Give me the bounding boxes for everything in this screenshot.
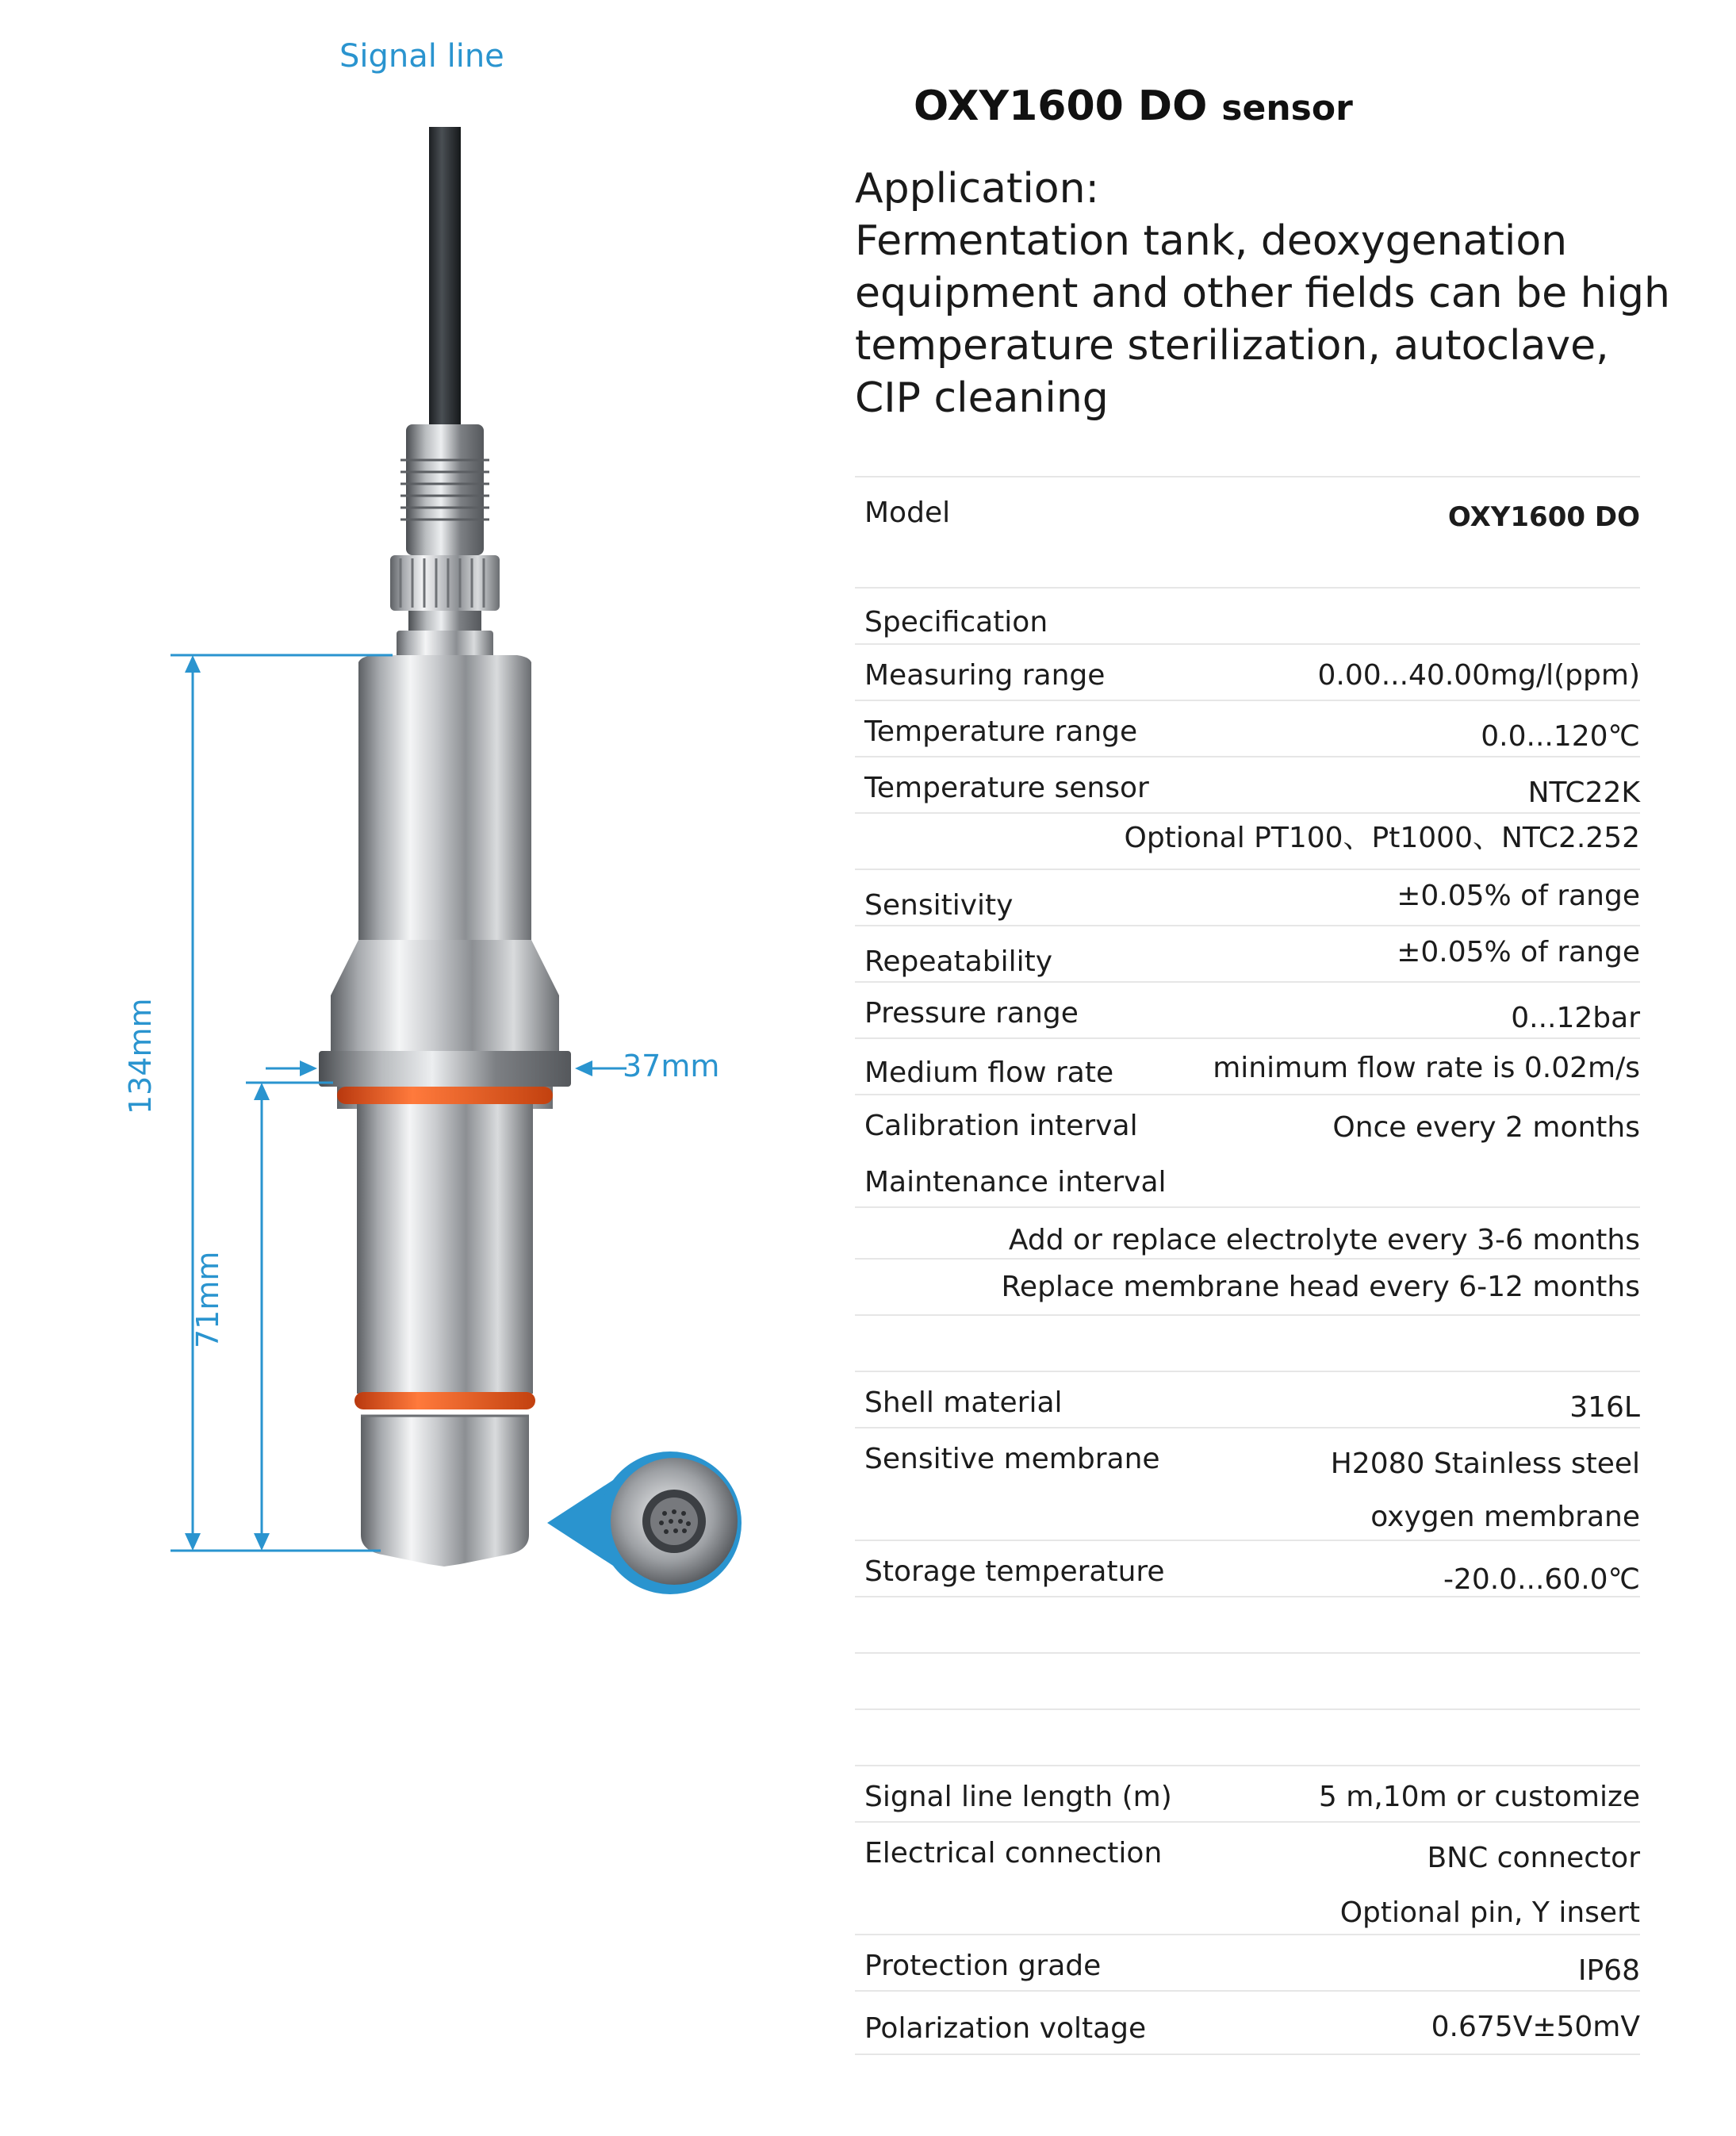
spec-row-measuring-range <box>855 643 1640 700</box>
spec-value: 0.00...40.00mg/l(ppm) <box>1317 659 1640 692</box>
sensor-drawing <box>0 0 833 2136</box>
application-heading: Application: <box>855 165 1100 213</box>
spec-label: Signal line length (m) <box>864 1781 1172 1813</box>
spec-label: Temperature sensor <box>864 772 1149 804</box>
spec-label: Calibration interval <box>864 1110 1138 1142</box>
spec-label: Storage temperature <box>864 1555 1165 1588</box>
spec-value: Optional pin, Y insert <box>1339 1896 1640 1929</box>
spec-row-temperature-sensor-optional <box>855 812 1640 869</box>
spec-row-maintenance-interval <box>855 1150 1640 1206</box>
spec-row-signal-line-length <box>855 1765 1640 1821</box>
application-line: temperature sterilization, autoclave, <box>855 322 1609 370</box>
spec-row-model <box>855 476 1640 587</box>
application-line: CIP cleaning <box>855 374 1109 422</box>
spec-label: Sensitive membrane <box>864 1443 1160 1475</box>
spec-row-electrical-connection-optional <box>855 1877 1640 1934</box>
spec-value: Replace membrane head every 6-12 months <box>1001 1271 1640 1303</box>
spec-row-spacer <box>855 1708 1640 1765</box>
spec-label: Maintenance interval <box>864 1166 1167 1198</box>
spec-label: Electrical connection <box>864 1837 1163 1869</box>
application-line: equipment and other fields can be high <box>855 270 1671 317</box>
spec-row-maintenance-line2 <box>855 1258 1640 1314</box>
dim-134-label: 134mm <box>123 998 158 1114</box>
spec-label: Measuring range <box>864 659 1106 692</box>
spec-row-protection-grade <box>855 1934 1640 1990</box>
spec-label: Medium flow rate <box>864 1056 1114 1089</box>
spec-table <box>855 476 1640 2055</box>
spec-row-sensitive-membrane <box>855 1427 1640 1483</box>
product-model: OXY1600 DO <box>914 82 1208 130</box>
spec-row-spacer <box>855 1314 1640 1371</box>
spec-row-storage-temperature <box>855 1540 1640 1596</box>
spec-row-calibration-interval <box>855 1094 1640 1150</box>
spec-value: NTC22K <box>1527 777 1640 809</box>
spec-value: Add or replace electrolyte every 3-6 months <box>1008 1224 1640 1256</box>
spec-label: Sensitivity <box>864 889 1014 922</box>
dim-71-label: 71mm <box>190 1251 225 1348</box>
spec-value: 0...12bar <box>1511 1002 1640 1034</box>
spec-value: 0.675V±50mV <box>1431 2011 1640 2043</box>
spec-value: IP68 <box>1577 1954 1640 1987</box>
spec-label: Polarization voltage <box>864 2012 1147 2045</box>
tip-membrane-inner <box>650 1498 698 1545</box>
spec-row-sensitive-membrane-2 <box>855 1483 1640 1540</box>
spec-row-medium-flow-rate <box>855 1037 1640 1094</box>
spec-label: Temperature range <box>864 715 1138 748</box>
spec-section-heading: Specification <box>864 606 1048 638</box>
spec-value: ±0.05% of range <box>1397 880 1640 912</box>
spec-value: H2080 Stainless steel <box>1330 1448 1640 1480</box>
upper-oring <box>337 1087 553 1104</box>
spec-value: OXY1600 DO <box>1447 501 1640 533</box>
spec-value: minimum flow rate is 0.02m/s <box>1213 1052 1640 1084</box>
body-flare <box>331 940 559 995</box>
spec-value: 316L <box>1569 1391 1640 1424</box>
spec-label: Repeatability <box>864 945 1053 978</box>
spec-label: Shell material <box>864 1386 1063 1419</box>
spec-row-shell-material <box>855 1371 1640 1427</box>
flange-lower <box>319 1051 571 1087</box>
lower-body <box>357 1104 533 1394</box>
spec-value: 0.0...120℃ <box>1481 720 1640 753</box>
spec-value: 5 m,10m or customize <box>1318 1781 1640 1813</box>
spec-label: Pressure range <box>864 997 1079 1030</box>
spec-row-specification <box>855 587 1640 643</box>
signal-cable <box>429 127 461 428</box>
spec-value: ±0.05% of range <box>1397 936 1640 968</box>
spec-row-spacer <box>855 1596 1640 1652</box>
flange <box>331 995 559 1051</box>
application-line: Fermentation tank, deoxygenation <box>855 217 1568 265</box>
application-block <box>855 163 1705 424</box>
spec-row-polarization-voltage <box>855 1990 1640 2054</box>
spec-row-repeatability <box>855 925 1640 981</box>
dimension-71 <box>246 1083 333 1551</box>
spec-value: oxygen membrane <box>1370 1501 1640 1533</box>
product-title-suffix: sensor <box>1221 88 1353 128</box>
spec-label: Model <box>864 497 951 529</box>
spec-value: BNC connector <box>1427 1842 1640 1874</box>
spec-value: Optional PT100、Pt1000、NTC2.252 <box>1124 822 1640 854</box>
spec-value: Once every 2 months <box>1332 1111 1640 1144</box>
spec-label: Protection grade <box>864 1950 1102 1982</box>
lower-oring <box>354 1392 535 1409</box>
upper-body <box>358 655 531 940</box>
spec-row-sensitivity <box>855 869 1640 925</box>
spec-row-spacer <box>855 1652 1640 1708</box>
spec-row-maintenance-line1 <box>855 1206 1640 1258</box>
table-bottom-rule <box>855 2054 1640 2055</box>
spec-row-pressure-range <box>855 981 1640 1037</box>
connector-nut <box>406 424 484 555</box>
membrane-head <box>361 1416 529 1567</box>
dim-37-label: 37mm <box>623 1049 720 1083</box>
spec-value: -20.0...60.0℃ <box>1443 1563 1640 1596</box>
spec-row-temperature-range <box>855 700 1640 756</box>
spec-row-temperature-sensor <box>855 756 1640 812</box>
spec-row-electrical-connection <box>855 1821 1640 1877</box>
connector-collar <box>397 631 493 658</box>
signal-line-label: Signal line <box>339 38 504 75</box>
product-title <box>914 82 1353 130</box>
